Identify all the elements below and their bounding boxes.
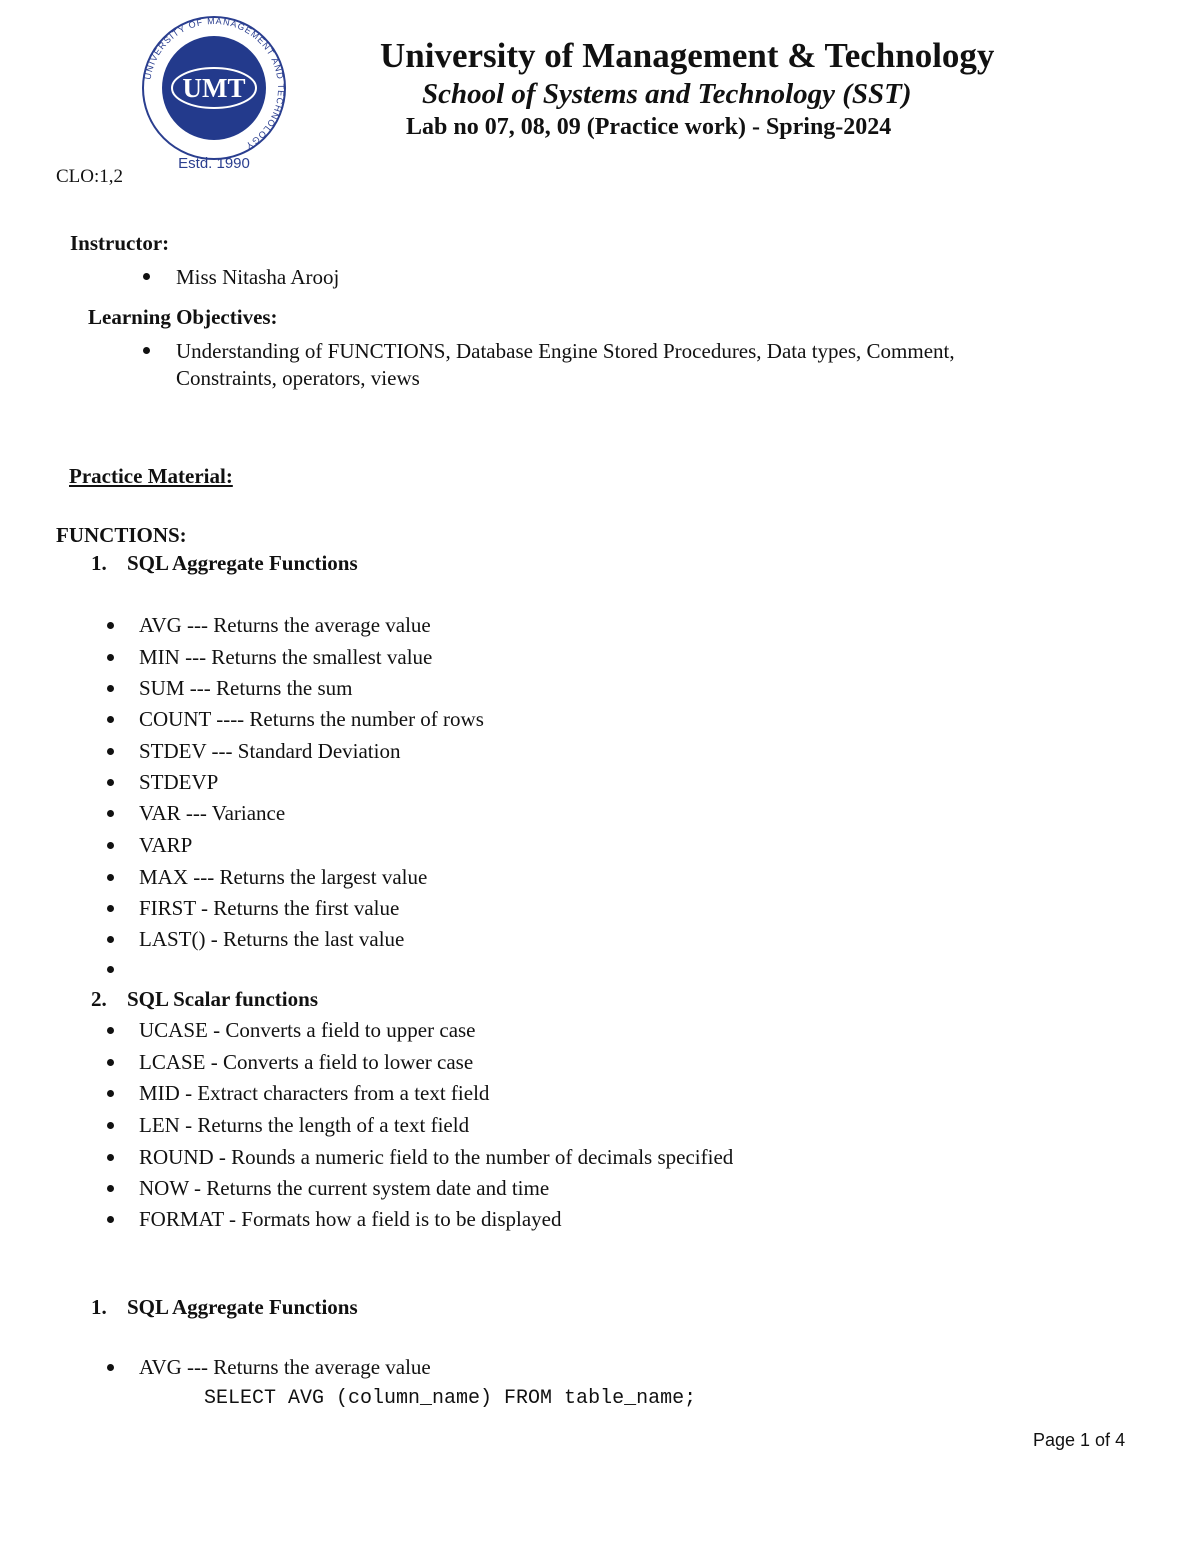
list-item: UCASE - Converts a field to upper case [139, 1018, 476, 1042]
list-item: LCASE - Converts a field to lower case [139, 1050, 474, 1074]
lab-title: Lab no 07, 08, 09 (Practice work) - Spring-2024 [406, 114, 892, 140]
clo-label: CLO:1,2 [56, 166, 124, 187]
bullet [107, 1122, 114, 1129]
bullet [107, 1154, 114, 1161]
aggregate2-heading: SQL Aggregate Functions [127, 1295, 358, 1319]
list-item: STDEV --- Standard Deviation [139, 739, 401, 763]
bullet [107, 1059, 114, 1066]
list-item: ROUND - Rounds a numeric field to the number of decimals specified [139, 1145, 734, 1169]
page-number: Page 1 of 4 [1033, 1430, 1126, 1450]
bullet [143, 347, 150, 354]
bullet [107, 685, 114, 692]
list-item: AVG --- Returns the average value [139, 613, 431, 637]
list-item: MAX --- Returns the largest value [139, 865, 428, 889]
objectives-heading: Learning Objectives: [88, 305, 278, 329]
instructor-heading: Instructor: [70, 231, 170, 255]
university-title: University of Management & Technology [380, 36, 995, 75]
list-item: VAR --- Variance [139, 801, 286, 825]
umt-logo [130, 10, 298, 178]
bullet [107, 654, 114, 661]
list-item: LAST() - Returns the last value [139, 927, 405, 951]
bullet [107, 810, 114, 817]
instructor-name: Miss Nitasha Arooj [176, 265, 340, 289]
aggregate-number: 1. [91, 551, 107, 575]
logo-text: UMT [182, 73, 246, 103]
bullet [107, 1364, 114, 1371]
bullet [107, 936, 114, 943]
bullet [143, 273, 150, 280]
list-item: NOW - Returns the current system date and time [139, 1176, 550, 1200]
sql-code: SELECT AVG (column_name) FROM table_name; [204, 1387, 697, 1410]
list-item: MIN --- Returns the smallest value [139, 645, 433, 669]
list-item: LEN - Returns the length of a text field [139, 1113, 470, 1137]
bullet [107, 905, 114, 912]
bullet [107, 716, 114, 723]
list-item: VARP [139, 833, 193, 857]
list-item: SUM --- Returns the sum [139, 676, 353, 700]
functions-heading: FUNCTIONS: [56, 523, 187, 547]
practice-heading: Practice Material: [69, 464, 233, 488]
scalar-number: 2. [91, 987, 107, 1011]
bullet [107, 1216, 114, 1223]
bullet [107, 748, 114, 755]
bullet [107, 622, 114, 629]
list-item: AVG --- Returns the average value [139, 1355, 431, 1379]
list-item: COUNT ---- Returns the number of rows [139, 707, 484, 731]
bullet [107, 966, 114, 973]
bullet [107, 1090, 114, 1097]
bullet [107, 1027, 114, 1034]
bullet [107, 1185, 114, 1192]
logo-estd: Estd. 1990 [178, 155, 250, 172]
bullet [107, 874, 114, 881]
bullet [107, 779, 114, 786]
objectives-line-2: Constraints, operators, views [176, 366, 420, 390]
list-item: MID - Extract characters from a text field [139, 1081, 490, 1105]
list-item: FIRST - Returns the first value [139, 896, 400, 920]
logo-ring-text: UNIVERSITY OF MANAGEMENT AND TECHNOLOGY [142, 15, 287, 152]
school-subtitle: School of Systems and Technology (SST) [422, 78, 912, 110]
aggregate-heading: SQL Aggregate Functions [127, 551, 358, 575]
objectives-line-1: Understanding of FUNCTIONS, Database Engine Stored Procedures, Data types, Comment, [176, 339, 955, 363]
list-item: FORMAT - Formats how a field is to be displayed [139, 1207, 562, 1231]
list-item: STDEVP [139, 770, 219, 794]
scalar-heading: SQL Scalar functions [127, 987, 318, 1011]
aggregate2-number: 1. [91, 1295, 107, 1319]
bullet [107, 842, 114, 849]
